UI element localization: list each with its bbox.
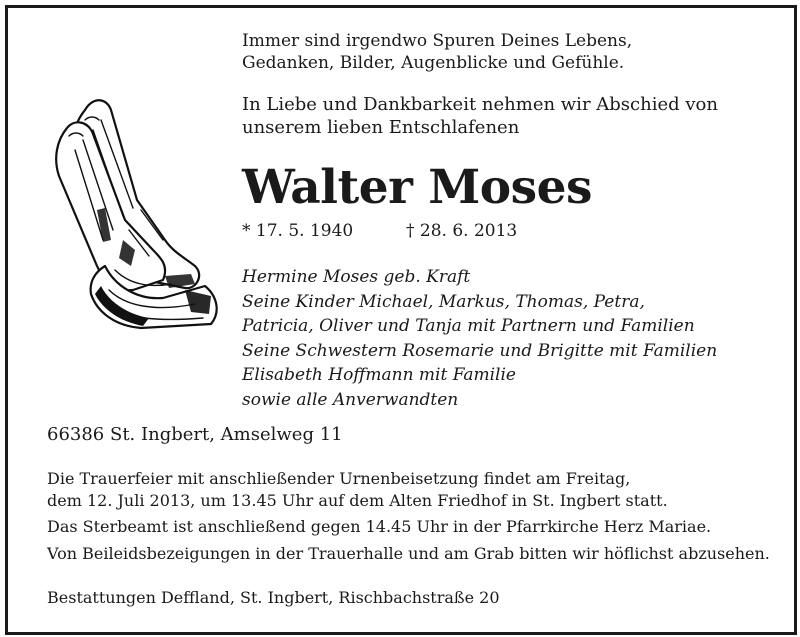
- mourner-line: Seine Schwestern Rosemarie und Brigitte mit Familien: [242, 340, 718, 361]
- mourner-line: sowie alle Anverwandten: [242, 389, 459, 410]
- farewell-intro: [242, 93, 718, 139]
- quote-line: Gedanken, Bilder, Augenblicke und Gefühle.: [242, 53, 625, 73]
- mourners-list: [242, 265, 717, 412]
- ceremony-line: dem 12. Juli 2013, um 13.45 Uhr auf dem Alten Friedhof in St. Ingbert statt.: [47, 491, 668, 510]
- quote-line: Immer sind irgendwo Spuren Deines Lebens,: [242, 31, 633, 51]
- mourner-line: Hermine Moses geb. Kraft: [242, 267, 471, 287]
- undertaker-info: Bestattungen Deffland, St. Ingbert, Rischbachstraße 20: [47, 588, 500, 607]
- birth-date: * 17. 5. 1940: [242, 221, 354, 241]
- ceremony-notice: [47, 468, 668, 512]
- condolence-notice: Von Beileidsbezeigungen in der Trauerhalle und am Grab bitten wir höflichst abzusehen.: [47, 544, 770, 563]
- mourner-line: Elisabeth Hoffmann mit Familie: [242, 365, 516, 385]
- praying-hands-icon: [45, 90, 225, 330]
- memorial-quote: [242, 30, 632, 74]
- ceremony-line: Die Trauerfeier mit anschließender Urnenbeisetzung findet am Freitag,: [47, 469, 631, 488]
- intro-line: In Liebe und Dankbarkeit nehmen wir Abschied von: [242, 94, 718, 115]
- death-date: † 28. 6. 2013: [406, 221, 518, 241]
- mourner-line: Seine Kinder Michael, Markus, Thomas, Petra,: [242, 291, 645, 312]
- deceased-name: Walter Moses: [242, 160, 592, 215]
- mourner-line: Patricia, Oliver und Tanja mit Partnern und Familien: [242, 316, 695, 336]
- intro-line: unserem lieben Entschlafenen: [242, 117, 520, 138]
- family-address: 66386 St. Ingbert, Amselweg 11: [47, 424, 343, 445]
- requiem-notice: Das Sterbeamt ist anschließend gegen 14.45 Uhr in der Pfarrkirche Herz Mariae.: [47, 517, 712, 536]
